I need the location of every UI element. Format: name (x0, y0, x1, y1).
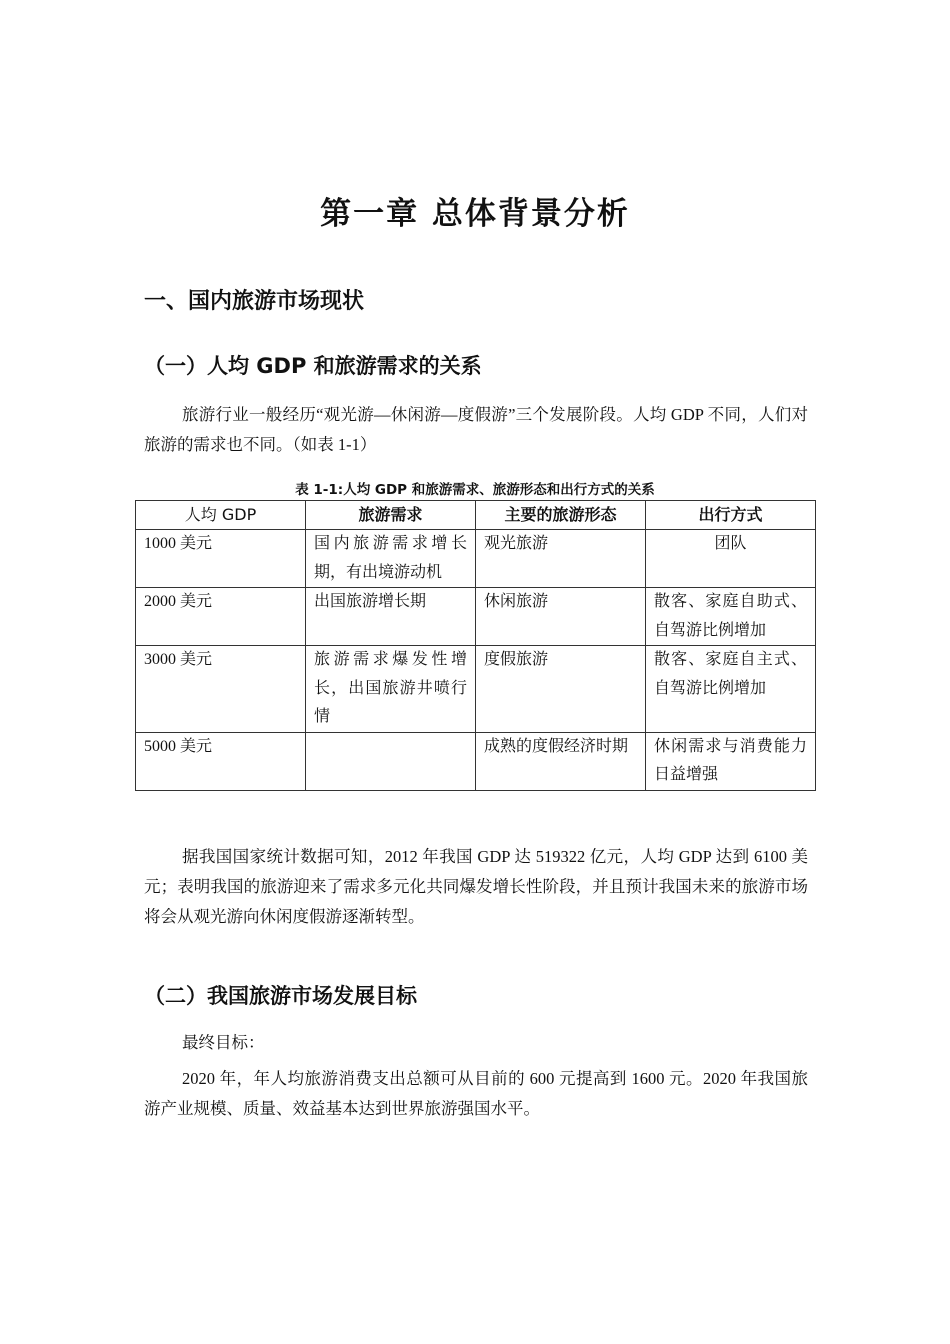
goal-label: 最终目标： (182, 1033, 265, 1052)
subsection-heading-market-goals: （二）我国旅游市场发展目标 (144, 984, 417, 1008)
cell-form: 观光旅游 (476, 530, 646, 588)
cell-travel-mode: 散客、家庭自主式、自驾游比例增加 (646, 646, 816, 733)
cell-travel-mode: 散客、家庭自助式、自驾游比例增加 (646, 588, 816, 646)
cell-gdp: 3000 美元 (136, 646, 306, 733)
cell-demand: 旅游需求爆发性增长，出国旅游井喷行情 (306, 646, 476, 733)
table-row (136, 646, 816, 733)
goal-paragraph: 2020 年，年人均旅游消费支出总额可从目前的 600 元提高到 1600 元。2020 年我国旅游产业规模、质量、效益基本达到世界旅游强国水平。 (144, 1069, 809, 1118)
gdp-tourism-table (135, 500, 816, 791)
cell-demand: 国内旅游需求增长期，有出境游动机 (306, 530, 476, 588)
cell-demand (306, 732, 476, 790)
header-travel-mode: 出行方式 (646, 501, 816, 530)
header-gdp: 人均 GDP (136, 501, 306, 530)
table-row (136, 530, 816, 588)
table-caption: 表 1-1:人均 GDP 和旅游需求、旅游形态和出行方式的关系 (295, 482, 655, 498)
intro-paragraph: 旅游行业一般经历“观光游—休闲游—度假游”三个发展阶段。人均 GDP 不同，人们对旅游的需求也不同。（如表 1-1） (144, 405, 808, 454)
table-header-row (136, 501, 816, 530)
cell-demand: 出国旅游增长期 (306, 588, 476, 646)
header-form: 主要的旅游形态 (476, 501, 646, 530)
cell-gdp: 2000 美元 (136, 588, 306, 646)
subsection-heading-gdp-demand: （一）人均 GDP 和旅游需求的关系 (144, 354, 482, 378)
cell-travel-mode: 休闲需求与消费能力日益增强 (646, 732, 816, 790)
statistics-paragraph: 据我国国家统计数据可知，2012 年我国 GDP 达 519322 亿元，人均 GDP 达到 6100 美元；表明我国的旅游迎来了需求多元化共同爆发增长性阶段，并且预计我国未来的旅游市场将会从观光游向休闲度假游逐渐转型。 (144, 847, 808, 926)
cell-form: 成熟的度假经济时期 (476, 732, 646, 790)
header-demand: 旅游需求 (306, 501, 476, 530)
cell-gdp: 1000 美元 (136, 530, 306, 588)
cell-travel-mode: 团队 (646, 530, 816, 588)
cell-form: 休闲旅游 (476, 588, 646, 646)
cell-gdp: 5000 美元 (136, 732, 306, 790)
table-row (136, 732, 816, 790)
cell-form: 度假旅游 (476, 646, 646, 733)
chapter-title: 第一章 总体背景分析 (320, 196, 630, 232)
section-heading-domestic-market: 一、国内旅游市场现状 (144, 289, 365, 314)
table-row (136, 588, 816, 646)
